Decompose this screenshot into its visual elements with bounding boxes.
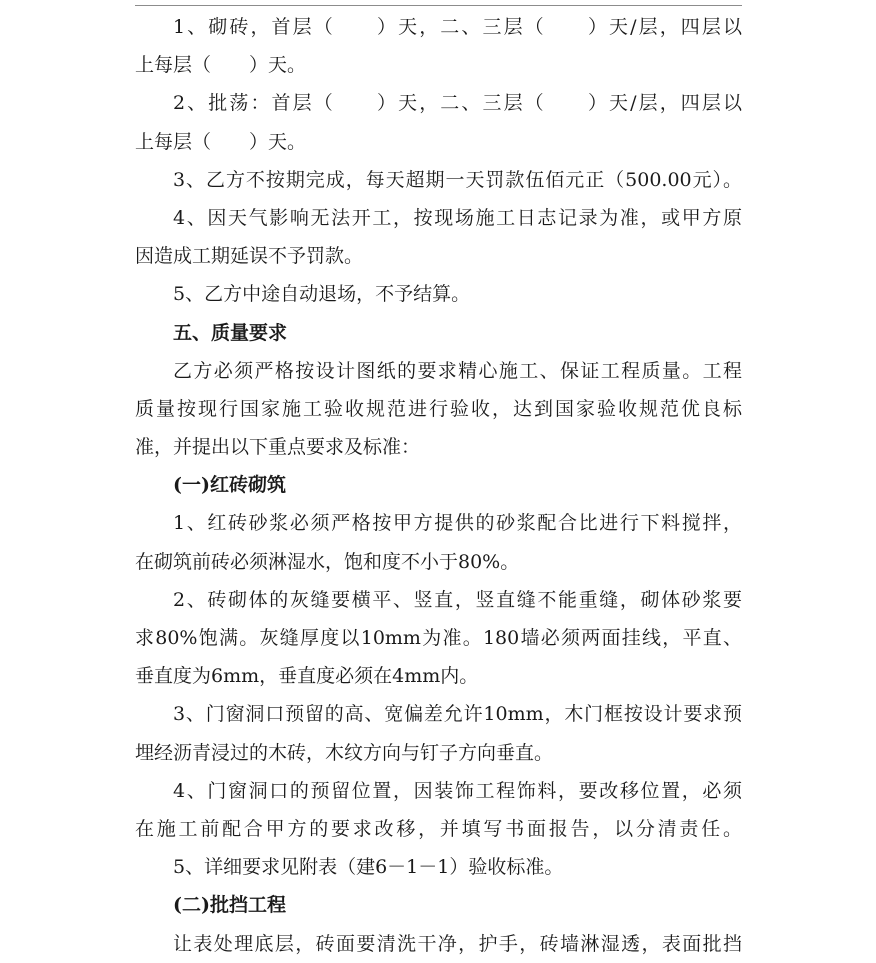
text-line: 5、乙方中途自动退场，不予结算。 bbox=[173, 283, 471, 306]
section-heading: (二)批挡工程 bbox=[173, 894, 286, 917]
text-line: 质量按现行国家施工验收规范进行验收，达到国家验收规范优良标 bbox=[135, 397, 742, 420]
text-line: 因造成工期延误不予罚款。 bbox=[135, 245, 364, 268]
document-page bbox=[135, 8, 742, 963]
text-line: 上每层（ ）天。 bbox=[135, 130, 307, 153]
text-line: 乙方必须严格按设计图纸的要求精心施工、保证工程质量。工程 bbox=[173, 359, 742, 382]
section-heading: (一)红砖砌筑 bbox=[173, 474, 286, 497]
text-line: 3、乙方不按期完成，每天超期一天罚款伍佰元正（500.00元）。 bbox=[173, 168, 742, 191]
text-line: 准，并提出以下重点要求及标准： bbox=[135, 436, 421, 459]
text-line: 在砌筑前砖必须淋湿水，饱和度不小于80%。 bbox=[135, 550, 520, 573]
top-rule bbox=[135, 5, 742, 6]
text-line: 埋经沥青浸过的木砖，木纹方向与钉子方向垂直。 bbox=[135, 741, 554, 764]
text-line: 2、批荡：首层（ ）天，二、三层（ ）天/层，四层以 bbox=[173, 92, 742, 115]
text-line: 2、砖砌体的灰缝要横平、竖直，竖直缝不能重缝，砌体砂浆要 bbox=[173, 588, 742, 611]
text-line: 4、因天气影响无法开工，按现场施工日志记录为准，或甲方原 bbox=[173, 206, 742, 229]
text-line: 让表处理底层，砖面要清洗干净，护手，砖墙淋湿透，表面批挡 bbox=[173, 932, 742, 955]
text-line: 5、详细要求见附表（建6－1－1）验收标准。 bbox=[173, 856, 564, 879]
text-line: 求80%饱满。灰缝厚度以10mm为准。180墙必须两面挂线，平直、 bbox=[135, 627, 742, 649]
section-heading: 五、质量要求 bbox=[173, 321, 288, 344]
text-line: 1、砌砖，首层（ ）天，二、三层（ ）天/层，四层以 bbox=[173, 16, 742, 38]
text-line: 上每层（ ）天。 bbox=[135, 54, 307, 77]
text-line: 1、红砖砂浆必须严格按甲方提供的砂浆配合比进行下料搅拌， bbox=[173, 512, 742, 535]
text-line: 3、门窗洞口预留的高、宽偏差允许10mm，木门框按设计要求预 bbox=[173, 703, 742, 726]
text-line: 4、门窗洞口的预留位置，因装饰工程饰料，要改移位置，必须 bbox=[173, 779, 742, 802]
text-line: 垂直度为6mm，垂直度必须在4mm内。 bbox=[135, 665, 479, 688]
text-line: 在施工前配合甲方的要求改移，并填写书面报告，以分清责任。 bbox=[135, 817, 742, 840]
